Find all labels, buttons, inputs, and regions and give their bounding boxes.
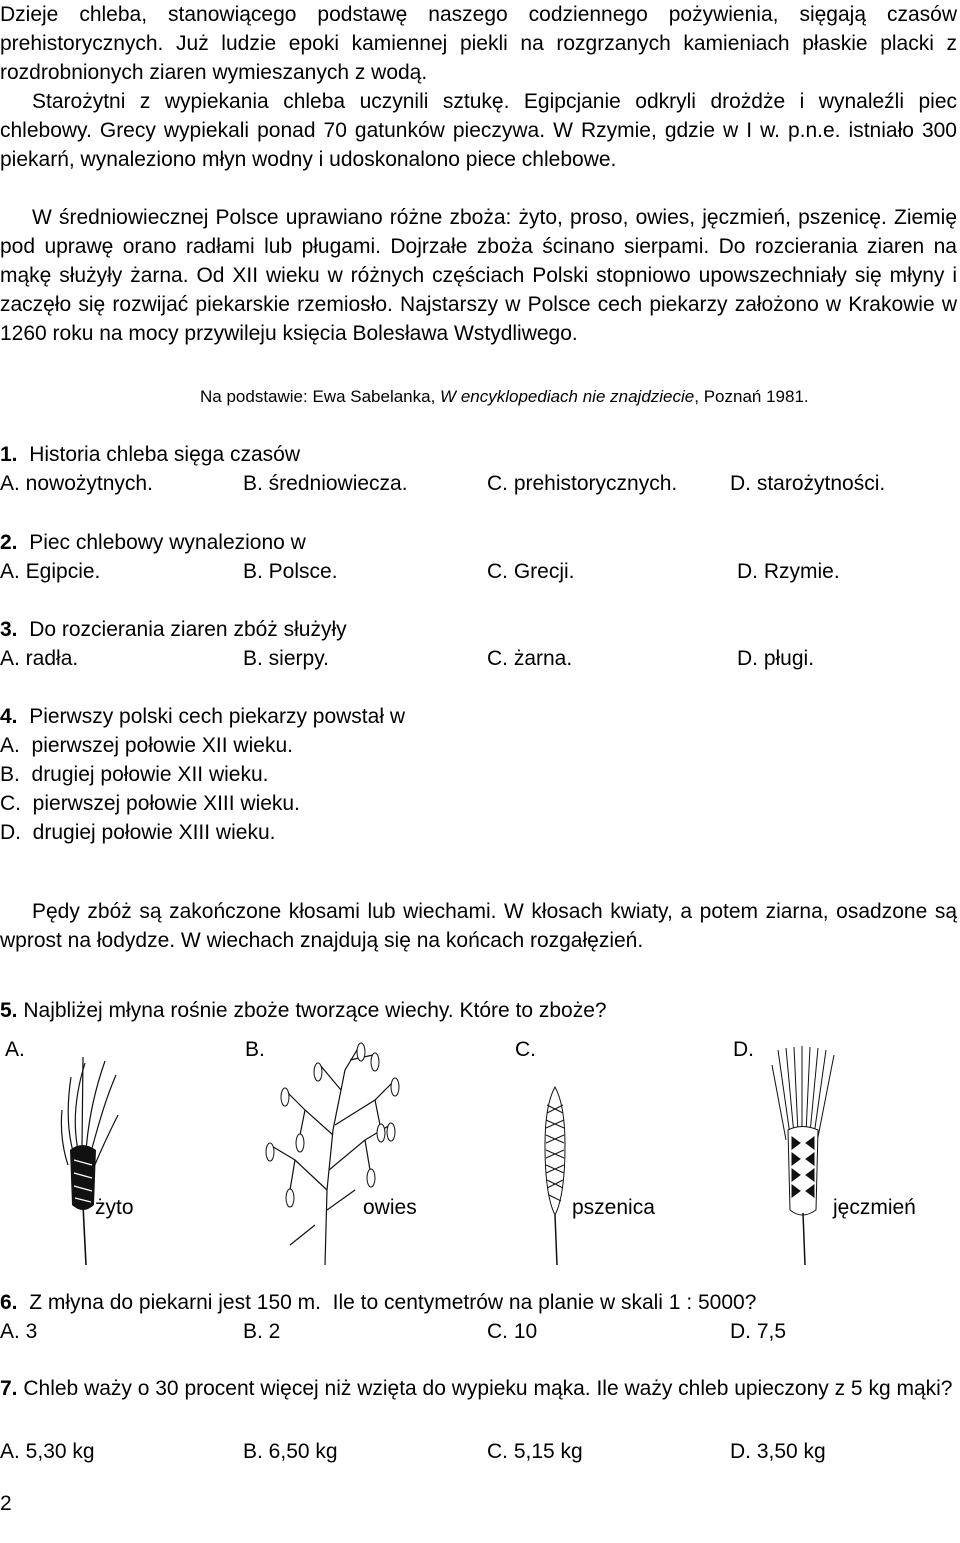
answer-c: C. 5,15 kg bbox=[487, 1440, 583, 1463]
source-citation bbox=[200, 385, 809, 409]
answer-b: B. średniowiecza. bbox=[243, 472, 408, 495]
question-5 bbox=[0, 996, 607, 1025]
grain-intro-paragraph: Pędy zbóż są zakończone kłosami lub wiechami. W kłosach kwiaty, a potem ziarna, osadzone są wprost na łodydze. W wiechach znajdują się na końcach rozgałęzień. bbox=[0, 900, 957, 952]
answer-d: D. Rzymie. bbox=[737, 560, 840, 583]
question-number: 2. bbox=[0, 531, 18, 554]
wheat-ear-icon bbox=[535, 1085, 575, 1265]
answer-a: A. 3 bbox=[0, 1320, 38, 1343]
plant-label-wheat: pszenica bbox=[572, 1196, 655, 1219]
reading-paragraph-3: W średniowiecznej Polsce uprawiano różne zboża: żyto, proso, owies, jęczmień, pszenicę. Ziemię pod uprawę orano radłami lub pługami. Dojrzałe zboża ścinano sierpami. Do rozcierania ziaren na mąkę służyły żarna. Od XII wieku w różnych częściach Polski stopniowo upowszechniały się młyny i zaczęło się rozwijać piekarskie rzemiosło. Najstarszy w Polsce cech piekarzy założono w Krakowie w 1260 roku na mocy przywileju księcia Bolesława Wstydliwego. bbox=[0, 206, 957, 345]
answer-c: C. pierwszej połowie XIII wieku. bbox=[0, 792, 300, 815]
barley-ear-icon bbox=[770, 1045, 840, 1265]
answer-d: D. starożytności. bbox=[730, 472, 886, 495]
question-text: Chleb waży o 30 procent więcej niż wzięta do wypieku mąka. Ile waży chleb upieczony z 5 kg mąki? bbox=[23, 1377, 953, 1400]
answer-c: C. bbox=[515, 1038, 536, 1061]
question-1 bbox=[0, 440, 300, 469]
answer-c: C. żarna. bbox=[487, 647, 573, 670]
question-text: Najbliżej młyna rośnie zboże tworzące wiechy. Które to zboże? bbox=[23, 999, 607, 1022]
answer-c: C. prehistorycznych. bbox=[487, 472, 678, 495]
source-title: W encyklopediach nie znajdziecie bbox=[440, 387, 695, 406]
plant-label-rye: żyto bbox=[95, 1196, 134, 1219]
question-4 bbox=[0, 702, 405, 731]
answer-d: D. 7,5 bbox=[730, 1320, 787, 1343]
answer-a: A. 5,30 kg bbox=[0, 1440, 95, 1463]
question-number: 1. bbox=[0, 443, 18, 466]
question-number: 4. bbox=[0, 705, 18, 728]
rye-ear-icon bbox=[38, 1055, 128, 1265]
answer-c: C. 10 bbox=[487, 1320, 538, 1343]
question-2 bbox=[0, 528, 306, 557]
answer-b: B. 6,50 kg bbox=[243, 1440, 338, 1463]
answer-a: A. bbox=[5, 1038, 25, 1061]
answer-b: B. Polsce. bbox=[243, 560, 338, 583]
answer-b: B. 2 bbox=[243, 1320, 281, 1343]
answer-d: D. pługi. bbox=[737, 647, 815, 670]
question-text: Piec chlebowy wynaleziono w bbox=[29, 531, 306, 554]
question-text: Do rozcierania ziaren zbóż służyły bbox=[29, 618, 347, 641]
question-number: 5. bbox=[0, 999, 18, 1022]
question-7 bbox=[0, 1374, 957, 1403]
oat-panicle-icon bbox=[255, 1040, 405, 1265]
question-number: 7. bbox=[0, 1377, 18, 1400]
reading-paragraph-1: Dzieje chleba, stanowiącego podstawę naszego codziennego pożywienia, sięgają czasów prehistorycznych. Już ludzie epoki kamiennej piekli na rozgrzanych kamieniach płaskie placki z rozdrobnionych ziaren wymieszanych z wodą. bbox=[0, 3, 957, 84]
answer-b: B. bbox=[245, 1038, 265, 1061]
answer-d: D. drugiej połowie XIII wieku. bbox=[0, 821, 276, 844]
question-number: 6. bbox=[0, 1291, 18, 1314]
answer-d: D. bbox=[733, 1038, 754, 1061]
question-3 bbox=[0, 615, 347, 644]
plant-label-barley: jęczmień bbox=[833, 1196, 916, 1219]
plant-label-oat: owies bbox=[363, 1196, 417, 1219]
answer-b: B. sierpy. bbox=[243, 647, 329, 670]
question-6 bbox=[0, 1288, 756, 1317]
answer-b: B. drugiej połowie XII wieku. bbox=[0, 763, 269, 786]
answer-a: A. radła. bbox=[0, 647, 79, 670]
reading-paragraph-2: Starożytni z wypiekania chleba uczynili sztukę. Egipcjanie odkryli drożdże i wynaleźli piec chlebowy. Grecy wypiekali ponad 70 gatunków pieczywa. W Rzymie, gdzie w I w. p.n.e. istniało 300 piekarń, wynaleziono młyn wodny i udoskonalono piece chlebowe. bbox=[0, 90, 957, 171]
source-suffix: , Poznań 1981. bbox=[694, 387, 809, 406]
question-text: Pierwszy polski cech piekarzy powstał w bbox=[29, 705, 405, 728]
answer-a: A. pierwszej połowie XII wieku. bbox=[0, 734, 293, 757]
page-number: 2 bbox=[0, 1492, 12, 1515]
answer-a: A. Egipcie. bbox=[0, 560, 101, 583]
question-text: Z młyna do piekarni jest 150 m. Ile to centymetrów na planie w skali 1 : 5000? bbox=[29, 1291, 757, 1314]
question-text: Historia chleba sięga czasów bbox=[29, 443, 300, 466]
answer-c: C. Grecji. bbox=[487, 560, 575, 583]
question-number: 3. bbox=[0, 618, 18, 641]
answer-d: D. 3,50 kg bbox=[730, 1440, 826, 1463]
source-prefix: Na podstawie: Ewa Sabelanka, bbox=[200, 387, 441, 406]
answer-a: A. nowożytnych. bbox=[0, 472, 153, 495]
